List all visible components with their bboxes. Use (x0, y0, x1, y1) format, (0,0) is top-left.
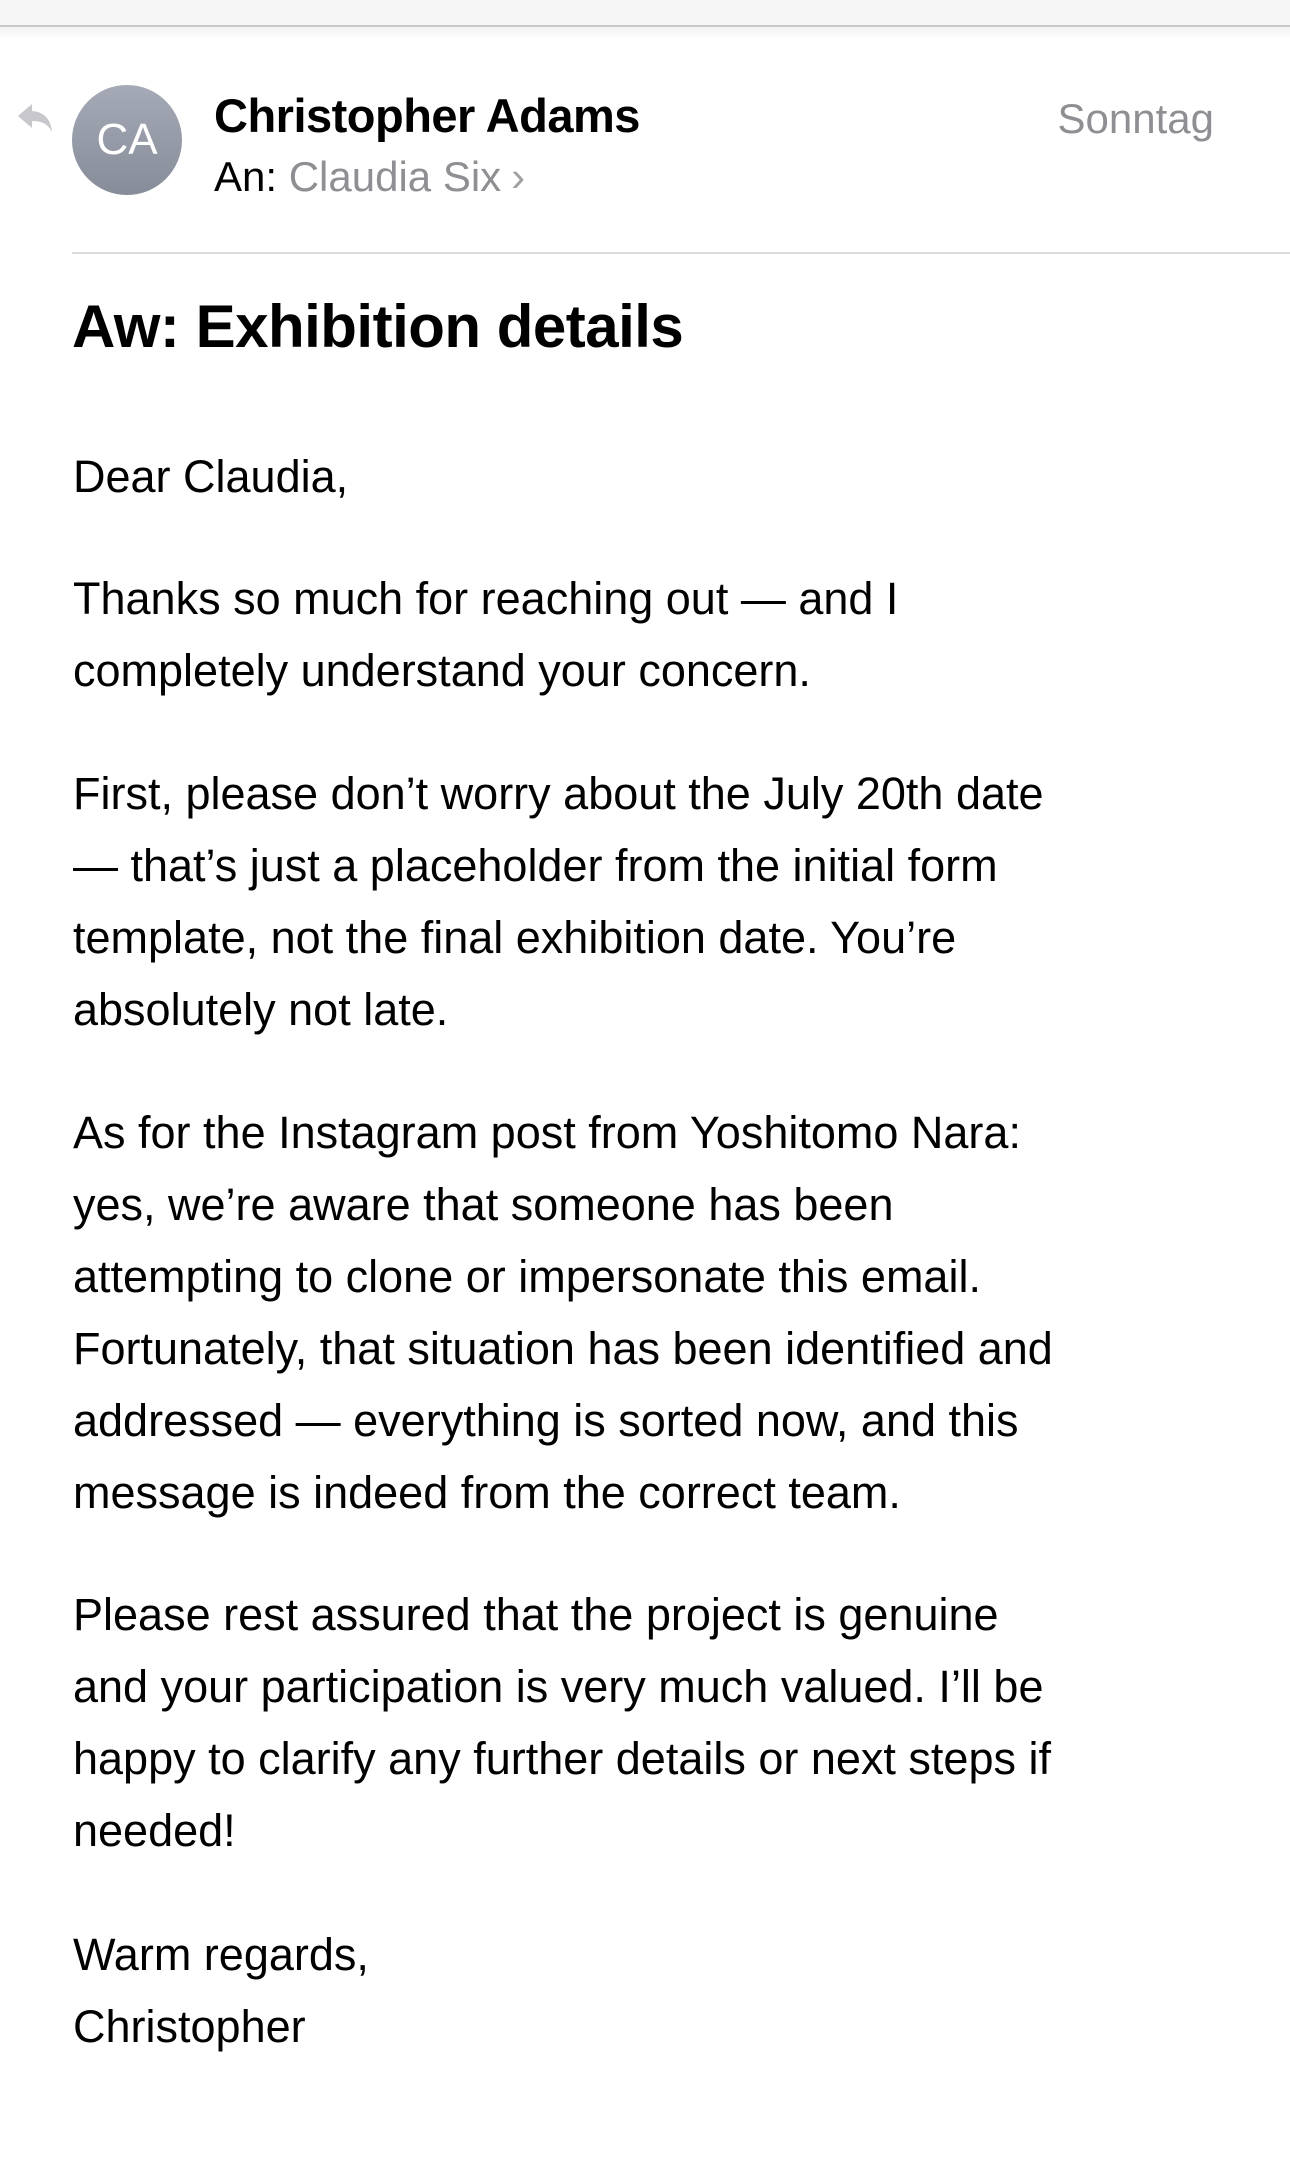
recipient-line[interactable] (214, 153, 525, 201)
body-line: absolutely not late. (73, 984, 449, 1035)
email-subject: Aw: Exhibition details (72, 293, 684, 360)
body-line: attempting to clone or impersonate this email. (73, 1251, 981, 1302)
body-line: yes, we’re aware that someone has been (73, 1179, 894, 1230)
body-line: Thanks so much for reaching out — and I (73, 573, 899, 624)
top-toolbar (0, 0, 1290, 27)
body-paragraph (73, 1097, 1053, 1529)
body-paragraph (73, 1919, 369, 2063)
body-line: completely understand your concern. (73, 645, 811, 696)
avatar[interactable] (72, 85, 182, 195)
message-date: Sonntag (1057, 95, 1214, 142)
body-line: template, not the final exhibition date. You’re (73, 912, 957, 963)
replied-icon (16, 100, 56, 136)
to-label: An: (214, 153, 278, 200)
recipient-name[interactable]: Claudia Six (288, 153, 502, 200)
body-line: First, please don’t worry about the July 20th date (73, 768, 1044, 819)
body-paragraph (73, 441, 348, 513)
body-line: message is indeed from the correct team. (73, 1467, 901, 1518)
body-line: Fortunately, that situation has been identified and (73, 1323, 1053, 1374)
body-line: addressed — everything is sorted now, and this (73, 1395, 1019, 1446)
body-line: Christopher (73, 2001, 306, 2052)
body-line: Please rest assured that the project is genuine (73, 1589, 999, 1640)
body-line: and your participation is very much valued. I’ll be (73, 1661, 1044, 1712)
header-divider (72, 252, 1290, 254)
body-line: — that’s just a placeholder from the initial form (73, 840, 998, 891)
toolbar-shadow (0, 27, 1290, 39)
body-line: Warm regards, (73, 1929, 369, 1980)
avatar-initials: CA (96, 115, 158, 164)
body-paragraph (73, 1579, 1051, 1867)
body-line: Dear Claudia, (73, 451, 349, 502)
sender-name[interactable]: Christopher Adams (214, 89, 640, 142)
body-line: happy to clarify any further details or next steps if (73, 1733, 1051, 1784)
body-paragraph (73, 758, 1044, 1046)
chevron-right-icon[interactable]: › (511, 153, 526, 200)
body-line: needed! (73, 1805, 236, 1856)
body-paragraph (73, 563, 898, 707)
body-line: As for the Instagram post from Yoshitomo Nara: (73, 1107, 1021, 1158)
